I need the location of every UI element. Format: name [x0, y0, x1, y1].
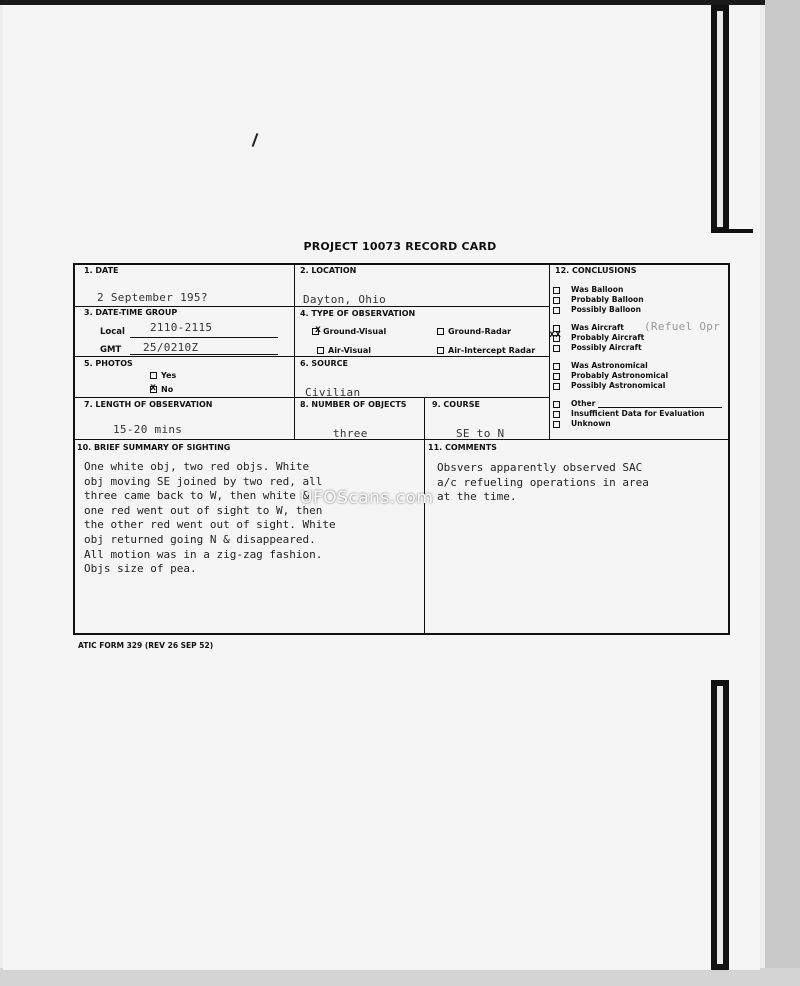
check-mark-icon: x: [150, 382, 157, 393]
photos-label: 5. PHOTOS: [84, 359, 133, 368]
divider: [549, 263, 550, 439]
conclusion-possibly-aircraft: Possibly Aircraft: [553, 343, 642, 352]
gmt-label: GMT: [100, 345, 122, 355]
location-label: 2. LOCATION: [300, 266, 357, 275]
comment-line: Obsvers apparently observed SAC: [437, 461, 643, 474]
conclusion-was-balloon: Was Balloon: [553, 285, 623, 294]
conclusion-was-aircraft: Was Aircraft: [553, 323, 624, 332]
course-label: 9. COURSE: [432, 400, 480, 409]
checkbox: [553, 421, 560, 428]
check-mark-icon: xx: [549, 329, 562, 340]
number-of-objects-label: 8. NUMBER OF OBJECTS: [300, 400, 407, 409]
gmt-underline: [130, 354, 278, 355]
checkbox: [437, 328, 444, 335]
divider: [73, 356, 550, 357]
checkbox: [553, 363, 560, 370]
scan-bottom-margin: [0, 968, 800, 986]
checkbox: [553, 307, 560, 314]
date-time-group-label: 3. DATE-TIME GROUP: [84, 308, 178, 317]
option-ground-visual: Ground-Visual: [312, 327, 386, 336]
card-title: PROJECT 10073 RECORD CARD: [303, 240, 497, 253]
scan-right-margin: [765, 0, 800, 986]
checkbox: [437, 347, 444, 354]
conclusion-other: Other: [553, 399, 595, 408]
checkbox: [553, 383, 560, 390]
summary-line: Objs size of pea.: [84, 562, 197, 576]
conclusion-unknown: Unknown: [553, 419, 611, 428]
option-air-intercept-radar: Air-Intercept Radar: [437, 346, 535, 355]
comments-text: [437, 461, 649, 505]
length-of-observation-label: 7. LENGTH OF OBSERVATION: [84, 400, 213, 409]
checkbox: [553, 345, 560, 352]
summary-line: All motion was in a zig-zag fashion.: [84, 547, 323, 561]
checkbox: [553, 401, 560, 408]
conclusion-was-astronomical: Was Astronomical: [553, 361, 648, 370]
local-label: Local: [100, 327, 125, 337]
comment-line: a/c refueling operations in area: [437, 475, 649, 489]
summary-line: three came back to W, then white &: [84, 489, 310, 503]
divider: [294, 263, 295, 439]
summary-line: obj moving SE joined by two red, all: [84, 474, 323, 488]
number-of-objects-value: three: [333, 427, 368, 440]
option-air-visual: Air-Visual: [317, 346, 371, 355]
check-mark-icon: x: [315, 324, 322, 335]
brief-summary-text: [84, 460, 336, 577]
conclusion-insufficient-data: Insufficient Data for Evaluation: [553, 409, 705, 418]
length-of-observation-value: 15-20 mins: [113, 423, 183, 436]
divider: [424, 397, 425, 635]
comments-label: 11. COMMENTS: [428, 443, 497, 452]
brief-summary-label: 10. BRIEF SUMMARY OF SIGHTING: [77, 443, 231, 452]
form-footer: ATIC FORM 329 (REV 26 SEP 52): [78, 641, 214, 650]
gmt-time-value: 25/0210Z: [143, 341, 199, 354]
comment-line: at the time.: [437, 490, 517, 504]
date-label: 1. DATE: [84, 266, 119, 275]
checkbox: [150, 372, 157, 379]
checkbox: [553, 297, 560, 304]
conclusion-possibly-balloon: Possibly Balloon: [553, 305, 641, 314]
conclusion-probably-aircraft: Probably Aircraft: [553, 333, 644, 342]
summary-line: obj returned going N & disappeared.: [84, 532, 316, 546]
source-label: 6. SOURCE: [300, 359, 348, 368]
conclusion-annotation: (Refuel Opr: [644, 320, 721, 333]
divider: [73, 439, 730, 440]
conclusion-possibly-astronomical: Possibly Astronomical: [553, 381, 665, 390]
checkbox: [553, 373, 560, 380]
conclusions-label: 12. CONCLUSIONS: [555, 266, 637, 275]
local-time-value: 2110-2115: [150, 321, 213, 334]
divider: [73, 306, 550, 307]
course-value: SE to N: [456, 427, 505, 440]
checkbox: [317, 347, 324, 354]
summary-line: one red went out of sight to W, then: [84, 503, 323, 517]
other-underline: [598, 407, 722, 408]
option-ground-radar: Ground-Radar: [437, 327, 511, 336]
checkbox: [553, 287, 560, 294]
location-value: Dayton, Ohio: [303, 293, 387, 306]
summary-line: One white obj, two red objs. White: [84, 460, 310, 473]
type-of-observation-label: 4. TYPE OF OBSERVATION: [300, 309, 416, 318]
summary-line: the other red went out of sight. White: [84, 518, 336, 532]
binder-clip-bottom: [711, 680, 729, 970]
date-value: 2 September 195?: [97, 291, 208, 304]
conclusion-probably-astronomical: Probably Astronomical: [553, 371, 668, 380]
photos-yes: Yes: [150, 371, 176, 380]
checkbox: [553, 411, 560, 418]
source-value: Civilian: [305, 386, 361, 399]
local-underline: [130, 337, 278, 338]
watermark: UFOScans.com: [300, 488, 434, 508]
photos-no: No: [150, 385, 173, 394]
conclusion-probably-balloon: Probably Balloon: [553, 295, 644, 304]
binder-clip-top: [711, 5, 729, 233]
